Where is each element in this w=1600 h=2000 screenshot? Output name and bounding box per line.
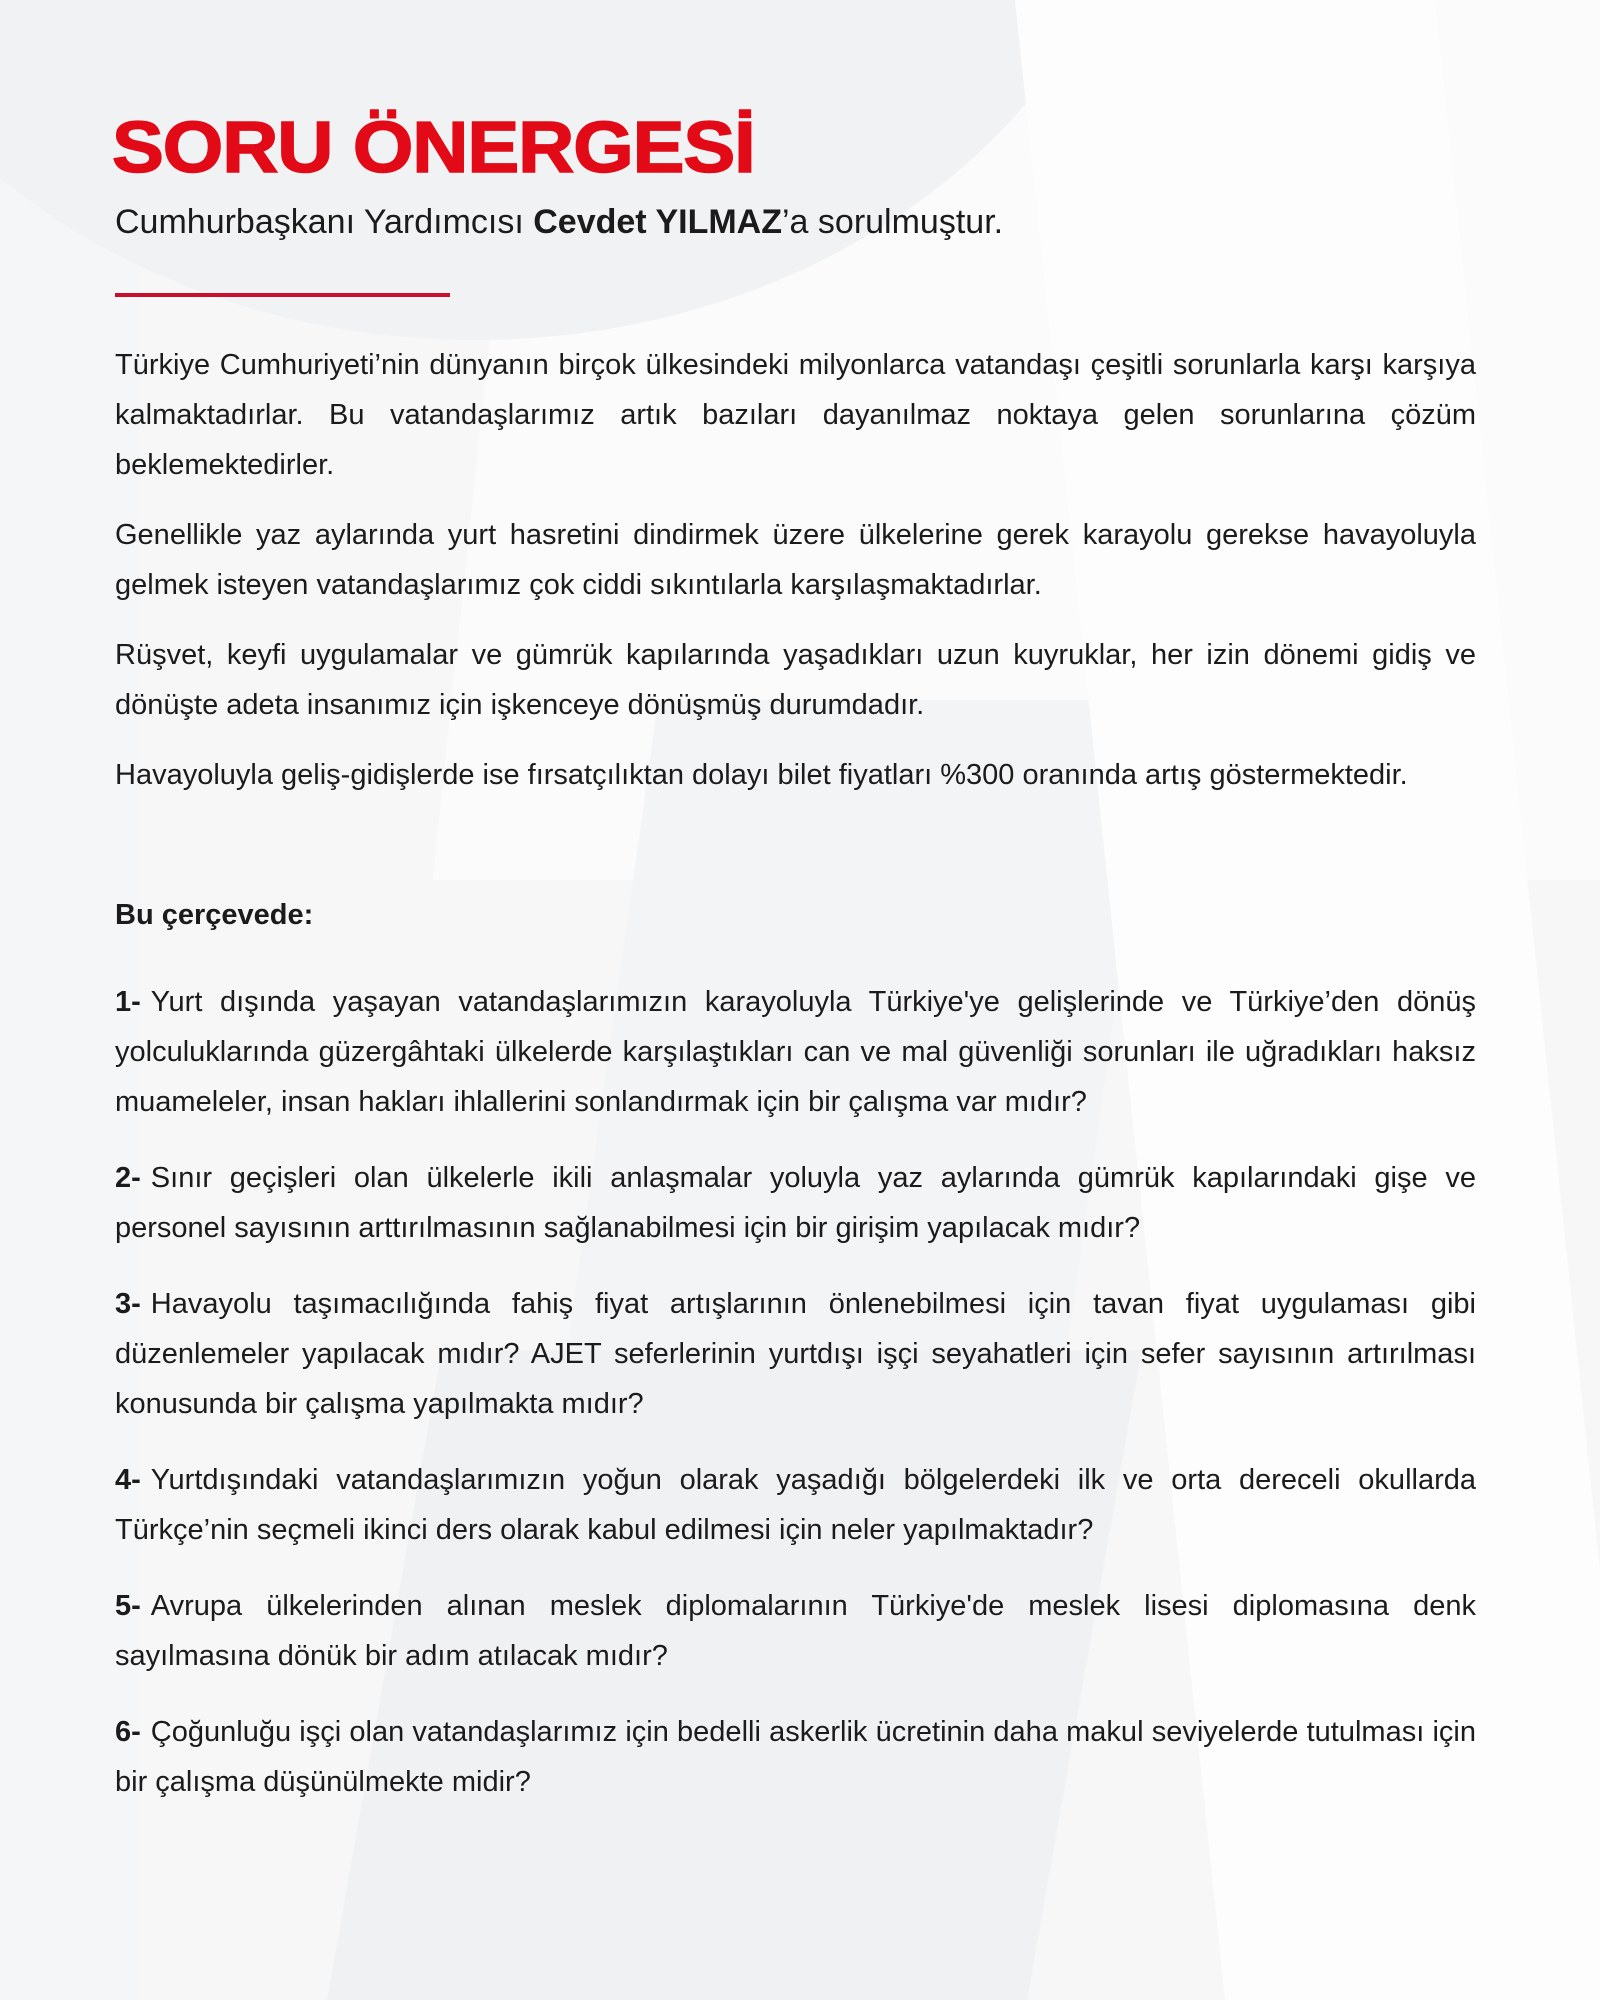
question-number: 3- (115, 1288, 141, 1320)
question-item (115, 1279, 1476, 1429)
question-text: Havayolu taşımacılığında fahiş fiyat artışlarının önlenebilmesi için tavan fiyat uygulaması gibi düzenlemeler yapılacak mıdır? AJET seferlerinin yurtdışı işçi seyahatleri için sefer sayısının artırılması konusunda bir çalışma yapılmakta mıdır? (115, 1288, 1476, 1420)
question-number: 6- (115, 1716, 141, 1748)
addressee-line (115, 202, 1003, 242)
intro-paragraph: Rüşvet, keyfi uygulamalar ve gümrük kapılarında yaşadıkları uzun kuyruklar, her izin dönemi gidiş ve dönüşte adeta insanımız için işkenceye dönüşmüş durumdadır. (115, 639, 1476, 721)
question-text: Çoğunluğu işçi olan vatandaşlarımız için bedelli askerlik ücretinin daha makul seviyelerde tutulması için bir çalışma düşünülmekte midir? (115, 1716, 1476, 1798)
page-title: SORU ÖNERGESİ (112, 108, 755, 188)
question-item (115, 1455, 1476, 1555)
question-item (115, 1153, 1476, 1253)
intro-paragraph: Türkiye Cumhuriyeti’nin dünyanın birçok ülkesindeki milyonlarca vatandaşı çeşitli sorunlarla karşı karşıya kalmaktadırlar. Bu vatandaşlarımız artık bazıları dayanılmaz noktaya gelen sorunlarına çözüm beklemektedirler. (115, 349, 1476, 481)
question-number: 4- (115, 1464, 141, 1496)
question-text: Yurtdışındaki vatandaşlarımızın yoğun olarak yaşadığı bölgelerdeki ilk ve orta dereceli okullarda Türkçe’nin seçmeli ikinci ders olarak kabul edilmesi için neler yapılmaktadır? (115, 1464, 1476, 1546)
title-divider (115, 293, 450, 297)
intro-paragraph: Havayoluyla geliş-gidişlerde ise fırsatçılıktan dolayı bilet fiyatları %300 oranında artış göstermektedir. (115, 759, 1408, 791)
question-item (115, 1707, 1476, 1807)
addressee-name: Cevdet YILMAZ (533, 203, 782, 241)
questions-list (115, 977, 1476, 1833)
question-number: 2- (115, 1162, 141, 1194)
question-item (115, 1581, 1476, 1681)
intro-paragraph: Genellikle yaz aylarında yurt hasretini dindirmek üzere ülkelerine gerek karayolu gerekse havayoluyla gelmek isteyen vatandaşlarımız çok ciddi sıkıntılarla karşılaşmaktadırlar. (115, 519, 1476, 601)
intro-section (115, 340, 1476, 800)
question-text: Sınır geçişleri olan ülkelerle ikili anlaşmalar yoluyla yaz aylarında gümrük kapılarındaki gişe ve personel sayısının arttırılmasının sağlanabilmesi için bir girişim yapılacak mıdır? (115, 1162, 1476, 1244)
question-text: Yurt dışında yaşayan vatandaşlarımızın karayoluyla Türkiye'ye gelişlerinde ve Türkiye’den dönüş yolculuklarında güzergâhtaki ülkelerde karşılaştıkları can ve mal güvenliği sorunları ile uğradıkları haksız muameleler, insan hakları ihlallerini sonlandırmak için bir çalışma var mıdır? (115, 986, 1476, 1118)
addressee-prefix: Cumhurbaşkanı Yardımcısı (115, 203, 534, 241)
addressee-suffix: ’a sorulmuştur. (782, 203, 1004, 241)
question-item (115, 977, 1476, 1127)
section-heading: Bu çerçevede: (115, 899, 314, 931)
question-text: Avrupa ülkelerinden alınan meslek diplomalarının Türkiye'de meslek lisesi diplomasına denk sayılmasına dönük bir adım atılacak mıdır? (115, 1590, 1476, 1672)
question-number: 5- (115, 1590, 141, 1622)
question-number: 1- (115, 986, 141, 1018)
